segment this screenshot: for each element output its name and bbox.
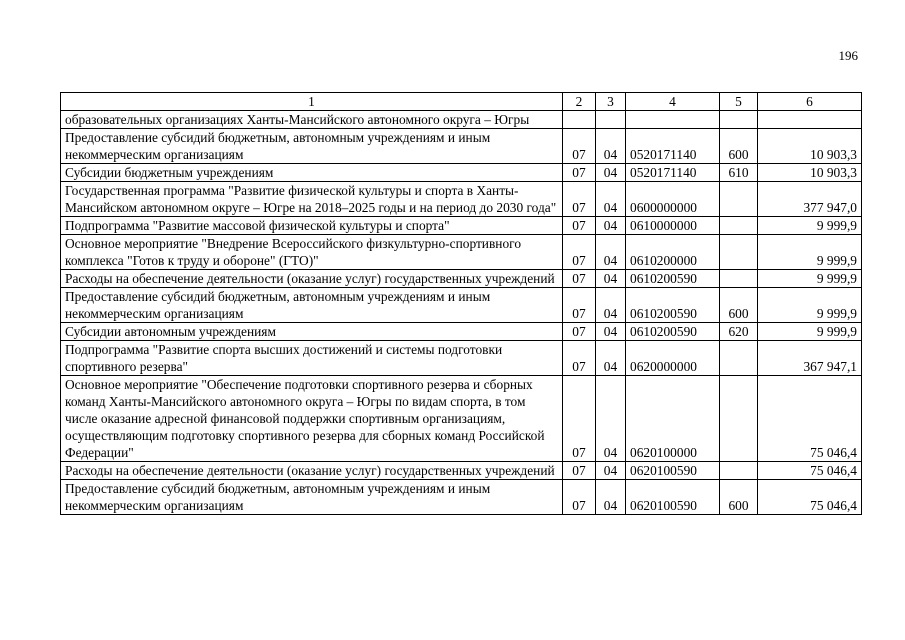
row-section: 07 [563, 462, 596, 480]
table-row [61, 376, 862, 462]
row-amount: 377 947,0 [758, 182, 862, 217]
row-amount: 75 046,4 [758, 462, 862, 480]
row-target-code: 0620100590 [626, 480, 720, 515]
row-subsection: 04 [596, 288, 626, 323]
row-description: Предоставление субсидий бюджетным, автономным учреждениям и иным некоммерческим организациям [61, 129, 563, 164]
table-row [61, 164, 862, 182]
page-number: 196 [838, 48, 858, 63]
row-description: Предоставление субсидий бюджетным, автономным учреждениям и иным некоммерческим организациям [61, 288, 563, 323]
row-section [563, 111, 596, 129]
row-expense-type [720, 376, 758, 462]
column-header-4: 4 [626, 93, 720, 111]
table-row [61, 341, 862, 376]
table-row [61, 480, 862, 515]
row-expense-type: 620 [720, 323, 758, 341]
row-subsection: 04 [596, 217, 626, 235]
column-header-6: 6 [758, 93, 862, 111]
row-amount [758, 111, 862, 129]
row-amount: 9 999,9 [758, 323, 862, 341]
row-section: 07 [563, 376, 596, 462]
row-target-code: 0620100000 [626, 376, 720, 462]
row-description: Подпрограмма "Развитие массовой физической культуры и спорта" [61, 217, 563, 235]
row-amount: 9 999,9 [758, 288, 862, 323]
row-subsection: 04 [596, 341, 626, 376]
row-expense-type: 600 [720, 288, 758, 323]
table-row [61, 235, 862, 270]
row-target-code: 0620000000 [626, 341, 720, 376]
row-description: образовательных организациях Ханты-Мансийского автономного округа – Югры [61, 111, 563, 129]
row-target-code: 0620100590 [626, 462, 720, 480]
row-expense-type [720, 182, 758, 217]
row-amount: 10 903,3 [758, 164, 862, 182]
row-description: Субсидии бюджетным учреждениям [61, 164, 563, 182]
row-expense-type [720, 235, 758, 270]
row-section: 07 [563, 164, 596, 182]
row-description: Подпрограмма "Развитие спорта высших достижений и системы подготовки спортивного резерва" [61, 341, 563, 376]
table-row [61, 129, 862, 164]
row-subsection: 04 [596, 376, 626, 462]
table-header-row [61, 93, 862, 111]
row-expense-type: 600 [720, 129, 758, 164]
row-subsection: 04 [596, 462, 626, 480]
row-section: 07 [563, 480, 596, 515]
table-row [61, 270, 862, 288]
row-description: Расходы на обеспечение деятельности (оказание услуг) государственных учреждений [61, 462, 563, 480]
row-subsection: 04 [596, 235, 626, 270]
row-target-code [626, 111, 720, 129]
row-subsection: 04 [596, 270, 626, 288]
row-target-code: 0600000000 [626, 182, 720, 217]
row-subsection: 04 [596, 164, 626, 182]
row-amount: 75 046,4 [758, 376, 862, 462]
row-amount: 9 999,9 [758, 217, 862, 235]
row-section: 07 [563, 129, 596, 164]
budget-table [60, 92, 862, 515]
row-subsection: 04 [596, 182, 626, 217]
row-description: Основное мероприятие "Обеспечение подготовки спортивного резерва и сборных команд Ханты-Мансийского автономного округа – Югры по видам спорта, в том числе оказание адресной финансовой поддержки спортивным организациям, осуществляющим подготовку спортивного резерва для сборных команд Российской Федерации" [61, 376, 563, 462]
row-target-code: 0610200590 [626, 270, 720, 288]
row-amount: 367 947,1 [758, 341, 862, 376]
row-amount: 10 903,3 [758, 129, 862, 164]
row-section: 07 [563, 323, 596, 341]
row-section: 07 [563, 217, 596, 235]
row-target-code: 0610000000 [626, 217, 720, 235]
row-target-code: 0610200590 [626, 323, 720, 341]
row-description: Предоставление субсидий бюджетным, автономным учреждениям и иным некоммерческим организациям [61, 480, 563, 515]
row-expense-type [720, 111, 758, 129]
row-expense-type [720, 270, 758, 288]
table-row [61, 182, 862, 217]
row-amount: 9 999,9 [758, 270, 862, 288]
row-target-code: 0520171140 [626, 164, 720, 182]
row-section: 07 [563, 182, 596, 217]
row-section: 07 [563, 288, 596, 323]
column-header-1: 1 [61, 93, 563, 111]
row-target-code: 0520171140 [626, 129, 720, 164]
row-expense-type [720, 217, 758, 235]
row-amount: 75 046,4 [758, 480, 862, 515]
row-subsection: 04 [596, 129, 626, 164]
row-description: Расходы на обеспечение деятельности (оказание услуг) государственных учреждений [61, 270, 563, 288]
row-section: 07 [563, 270, 596, 288]
column-header-5: 5 [720, 93, 758, 111]
row-target-code: 0610200000 [626, 235, 720, 270]
table-row [61, 323, 862, 341]
column-header-2: 2 [563, 93, 596, 111]
table-row [61, 462, 862, 480]
row-description: Основное мероприятие "Внедрение Всероссийского физкультурно-спортивного комплекса "Готов к труду и обороне" (ГТО)" [61, 235, 563, 270]
row-expense-type [720, 341, 758, 376]
row-target-code: 0610200590 [626, 288, 720, 323]
table-row [61, 217, 862, 235]
table-row [61, 288, 862, 323]
row-subsection: 04 [596, 480, 626, 515]
row-description: Субсидии автономным учреждениям [61, 323, 563, 341]
row-expense-type [720, 462, 758, 480]
row-subsection: 04 [596, 323, 626, 341]
row-subsection [596, 111, 626, 129]
row-section: 07 [563, 235, 596, 270]
row-expense-type: 600 [720, 480, 758, 515]
column-header-3: 3 [596, 93, 626, 111]
row-description: Государственная программа "Развитие физической культуры и спорта в Ханты-Мансийском автономном округе – Югре на 2018–2025 годы и на период до 2030 года" [61, 182, 563, 217]
row-amount: 9 999,9 [758, 235, 862, 270]
row-section: 07 [563, 341, 596, 376]
table-row [61, 111, 862, 129]
row-expense-type: 610 [720, 164, 758, 182]
